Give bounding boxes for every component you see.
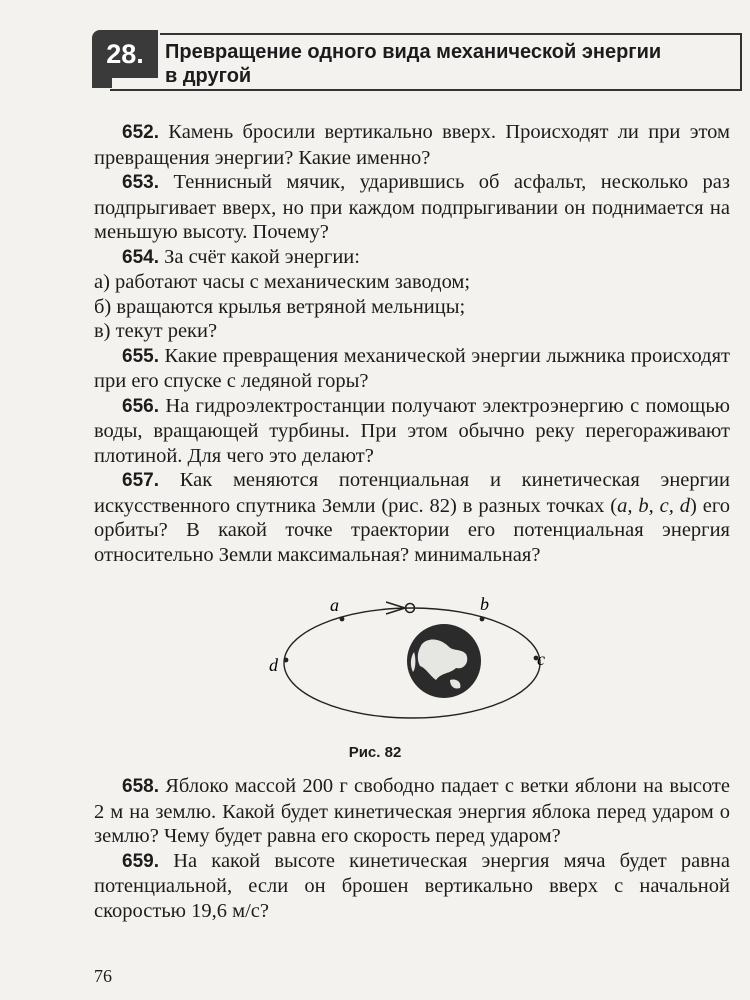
problem-656	[94, 394, 730, 469]
figure-caption: Рис. 82	[348, 744, 402, 761]
problems-block-top	[94, 120, 730, 567]
problem-654-item-c: в) текут реки?	[94, 320, 218, 342]
orbit-point-b	[480, 617, 485, 622]
problem-number: 652.	[122, 122, 159, 143]
orbit-points: a, b, c, d	[617, 494, 691, 517]
problem-658	[94, 774, 730, 849]
problem-652	[94, 120, 730, 170]
problem-text: Яблоко массой 200 г свободно падает с ветки яблони на высоте 2 м на землю. Какой будет кинетическая энергия яблока перед ударом о землю? Чему будет равна его скорость перед ударом?	[94, 775, 730, 847]
problem-number: 658.	[122, 776, 159, 797]
label-d: d	[269, 655, 278, 675]
problem-text: Камень бросили вертикально вверх. Происходят ли при этом превращения энергии? Какие именно?	[94, 121, 731, 169]
header-rule-right	[740, 33, 742, 91]
header-rule-top	[160, 33, 742, 35]
page-number: 76	[94, 966, 112, 986]
section-title-line-1: Превращение одного вида механической энергии	[165, 41, 662, 63]
problem-text: На какой высоте кинетическая энергия мяча будет равна потенциальной, если он брошен вертикально вверх с начальной скоростью 19,6 м/с?	[94, 849, 731, 922]
orbit-point-a	[340, 617, 345, 622]
problem-text: За счёт какой энергии:	[164, 245, 360, 268]
orbit-point-d	[284, 658, 289, 663]
section-number-badge	[92, 30, 158, 78]
problem-number: 653.	[122, 172, 159, 193]
problem-654-item-b: б) вращаются крылья ветряной мельницы;	[94, 295, 466, 318]
header-rule-bottom	[110, 89, 742, 91]
problem-number: 655.	[122, 345, 159, 367]
earth-icon	[407, 624, 481, 698]
satellite-orbit-figure	[260, 588, 560, 738]
problem-text-part1: Как меняются потенциальная и кинетическая энергии искусственного спутника Земли (рис. 82) в разных точках (	[94, 469, 731, 517]
problem-text-part2: ) его орбиты? В какой точке траектории его потенциальная энергия относительно Земли максимальная? минимальная?	[94, 494, 730, 566]
label-b: b	[480, 594, 489, 614]
problem-655	[94, 344, 730, 394]
problem-657	[94, 468, 730, 567]
problem-text: На гидроэлектростанции получают электроэнергию с помощью воды, вращающей турбины. При этом обычно реку перегораживают плотиной. Для чего это делают?	[94, 394, 730, 467]
problem-text: Теннисный мячик, ударившись об асфальт, несколько раз подпрыгивает вверх, но при каждом подпрыгивании он поднимается на меньшую высоту. Почему?	[94, 171, 730, 243]
problem-number: 654.	[122, 246, 159, 268]
section-number: 28.	[106, 38, 144, 69]
problem-number: 657.	[122, 470, 159, 491]
problems-block-bottom	[94, 774, 730, 923]
section-title-line-2: в другой	[165, 65, 252, 87]
problem-number: 659.	[122, 850, 159, 872]
problem-659	[94, 849, 730, 924]
label-a: a	[330, 595, 339, 615]
problem-number: 656.	[122, 395, 159, 417]
problem-text: Какие превращения механической энергии лыжника происходят при его спуске с ледяной горы?	[94, 344, 731, 392]
problem-654	[94, 245, 730, 271]
problem-654-item-a: а) работают часы с механическим заводом;	[94, 271, 471, 293]
section-title	[165, 40, 740, 88]
problem-653	[94, 170, 730, 245]
label-c: c	[537, 649, 545, 669]
